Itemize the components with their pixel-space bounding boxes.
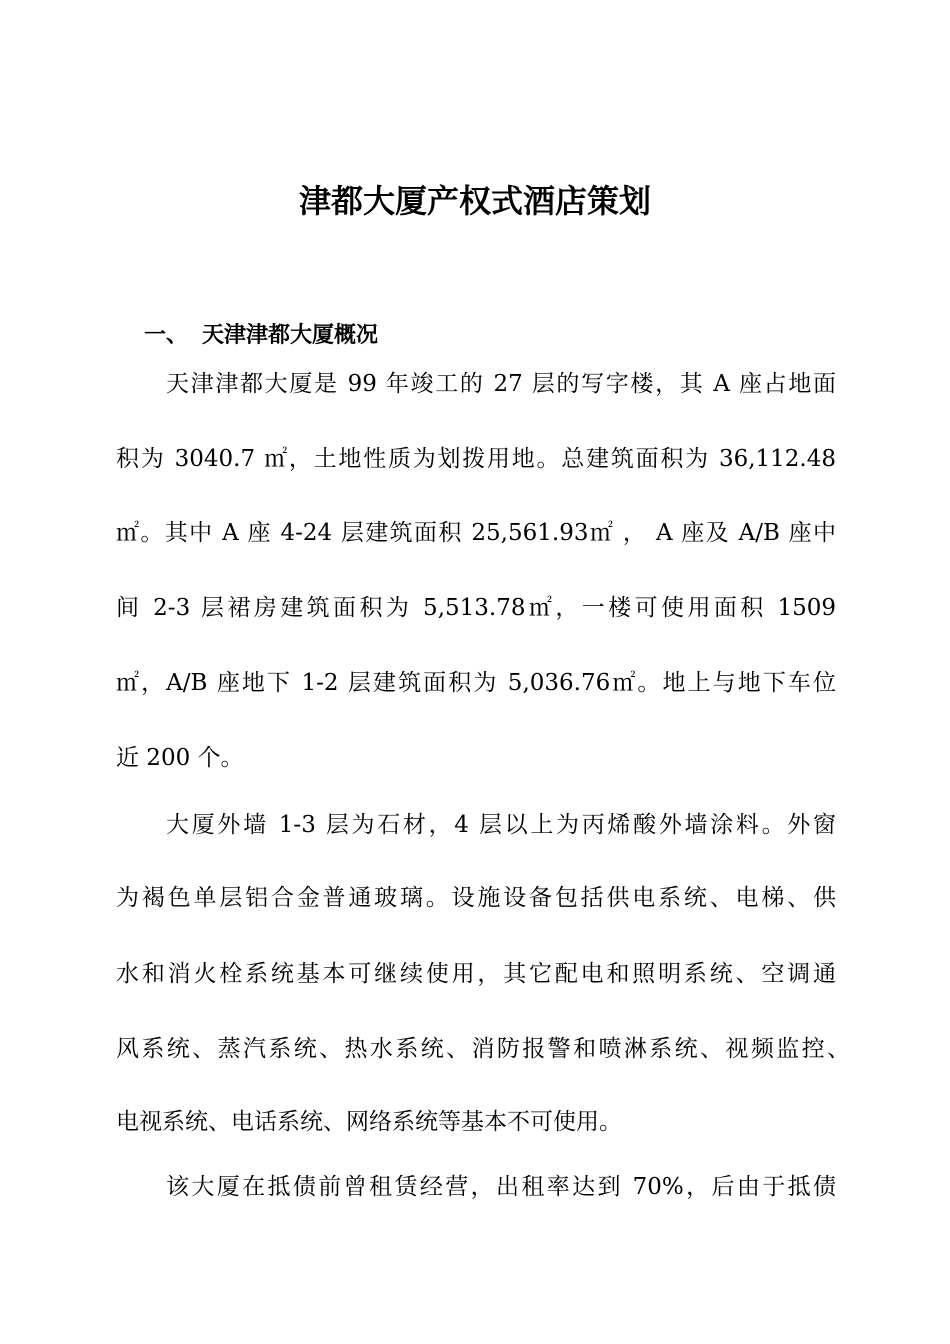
paragraph-line: 积为 3040.7 ㎡，土地性质为划拨用地。总建筑面积为 36,112.48 xyxy=(116,446,836,472)
paragraph-line: ㎡。其中 A 座 4-24 层建筑面积 25,561.93㎡ ， A 座及 A/B 座中 xyxy=(116,520,836,546)
document-title: 津都大厦产权式酒店策划 xyxy=(298,182,651,220)
paragraph-line: 水和消火栓系统基本可继续使用，其它配电和照明系统、空调通 xyxy=(116,961,836,987)
paragraph-line: 天津津都大厦是 99 年竣工的 27 层的写字楼，其 A 座占地面 xyxy=(166,371,836,397)
paragraph-line: 大厦外墙 1-3 层为石材，4 层以上为丙烯酸外墙涂料。外窗 xyxy=(166,812,836,838)
paragraph-line: 该大厦在抵债前曾租赁经营，出租率达到 70%，后由于抵债 xyxy=(166,1174,836,1200)
section-heading xyxy=(144,318,378,354)
paragraph-line: ㎡，A/B 座地下 1-2 层建筑面积为 5,036.76㎡。地上与地下车位 xyxy=(116,670,836,696)
section-number: 一、 xyxy=(144,323,189,348)
paragraph-line: 为褐色单层铝合金普通玻璃。设施设备包括供电系统、电梯、供 xyxy=(116,885,836,911)
paragraph-line: 电视系统、电话系统、网络系统等基本不可使用。 xyxy=(116,1109,622,1135)
section-title: 天津津都大厦概况 xyxy=(202,323,379,348)
paragraph-line: 风系统、蒸汽系统、热水系统、消防报警和喷淋系统、视频监控、 xyxy=(116,1036,850,1062)
paragraph-line: 间 2-3 层裙房建筑面积为 5,513.78㎡，一楼可使用面积 1509 xyxy=(116,595,836,621)
paragraph-line: 近 200 个。 xyxy=(116,745,244,771)
